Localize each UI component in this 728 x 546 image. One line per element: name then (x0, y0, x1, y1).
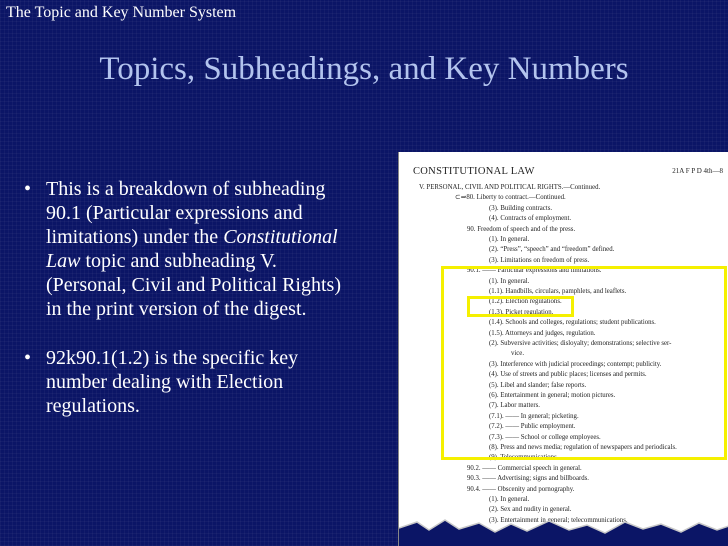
bullet-item (24, 177, 342, 321)
torn-edge-decoration (399, 514, 728, 546)
digest-line: (8). Press and news media; regulation of newspapers and periodicals. (489, 444, 677, 451)
digest-line: ⊂⇒80. Liberty to contract.—Continued. (455, 194, 566, 202)
digest-line: (7.3). —— School or college employees. (489, 433, 601, 441)
digest-reference: 21A F P D 4th—8 (672, 167, 723, 175)
digest-line: vice. (511, 350, 525, 358)
digest-line: (3). Interference with judicial proceedings; contempt; publicity. (489, 360, 662, 368)
digest-line: (5). Libel and slander; false reports. (489, 381, 587, 389)
digest-line: (1). In general. (489, 277, 530, 285)
digest-line: 90. Freedom of speech and of the press. (467, 225, 576, 233)
bullet-list (24, 177, 342, 443)
digest-line: (1). In general. (489, 496, 530, 503)
digest-line: (6). Entertainment in general; motion pictures. (489, 392, 616, 399)
digest-line: (1.2). Election regulations. (489, 298, 562, 306)
digest-line: 90.2. —— Commercial speech in general. (467, 464, 582, 472)
digest-line: (7.1). —— In general; picketing. (489, 412, 579, 420)
digest-line: 90.1. —— Particular expressions and limitations. (467, 267, 602, 275)
bullet-text: 92k90.1(1.2) is the specific key number dealing with Election regulations. (46, 347, 299, 417)
bullet-dot-icon: • (24, 178, 32, 200)
bullet-text: This is a breakdown of subheading 90.1 (Particular expressions and limitations) under the (46, 178, 326, 248)
digest-line: (1.4). Schools and colleges, regulations; student publications. (489, 319, 656, 327)
digest-line: (3). Limitations on freedom of press. (489, 256, 590, 264)
digest-line: 90.4. —— Obscenity and pornography. (467, 485, 575, 493)
digest-line: 90.3. —— Advertising; signs and billboards. (467, 475, 589, 483)
digest-line: (1). In general. (489, 236, 530, 243)
digest-line: (1.3). Picket regulation. (489, 308, 554, 316)
header-bar (0, 0, 728, 32)
digest-line: (4). Contracts of employment. (489, 215, 572, 223)
digest-line: (1.5). Attorneys and judges, regulation. (489, 329, 596, 337)
header-label: The Topic and Key Number System (6, 4, 237, 21)
highlight-box-key-number (467, 296, 574, 317)
digest-line: (3). Building contracts. (489, 204, 553, 212)
digest-line: (3). Entertainment in general; telecommunications. (489, 516, 628, 524)
digest-line: (7.2). —— Public employment. (489, 423, 576, 431)
digest-line: (4). Use of streets and public places; licenses and permits. (489, 371, 647, 379)
digest-line: (2). “Press”, “speech” and “freedom” defined. (489, 246, 615, 254)
digest-line: (9). Telecommunications. (489, 454, 559, 462)
bullet-dot-icon: • (24, 347, 32, 369)
digest-line: (2). Sex and nudity in general. (489, 506, 572, 514)
bullet-item (24, 346, 342, 418)
digest-line: (1.1). Handbills, circulars, pamphlets, and leaflets. (489, 288, 627, 295)
bullet-italic-text: Constitutional Law (46, 226, 338, 272)
digest-title: CONSTITUTIONAL LAW (413, 166, 535, 177)
bullet-text-after: topic and subheading V. (Personal, Civil and Political Rights) in the print version of the digest. (46, 250, 341, 320)
digest-line: (2). Subversive activities; disloyalty; demonstrations; selective ser- (489, 340, 672, 347)
digest-page-image (398, 152, 728, 546)
slide-title: Topics, Subheadings, and Key Numbers (99, 51, 629, 87)
digest-line: (7). Labor matters. (489, 402, 540, 410)
digest-line: V. PERSONAL, CIVIL AND POLITICAL RIGHTS.—Continued. (419, 184, 601, 191)
